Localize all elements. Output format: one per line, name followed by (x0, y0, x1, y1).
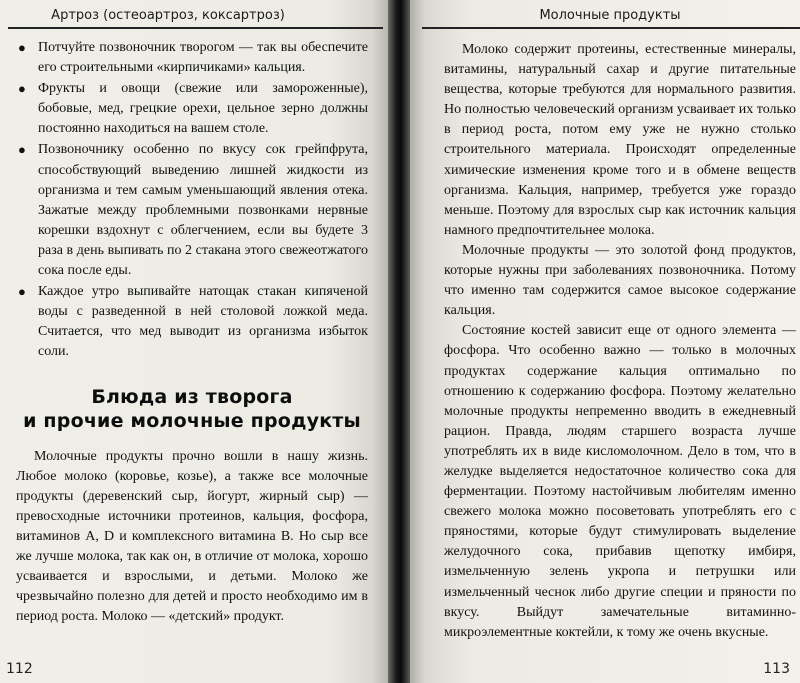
bullet-icon: ● (18, 81, 26, 97)
right-page (410, 0, 800, 683)
running-head-right: Молочные продукты (539, 8, 681, 23)
paragraph: Молочные продукты прочно вошли в нашу жизнь. Любое молоко (коровье, козье), а также все молочные продукты (деревенский сыр, йогурт, жирный сыр) — превосходные источники протеинов, кальция, фосфора, витаминов A, D и комплексного витамина B. Но сыр все же лучше молока, так как он, в отличие от молока, хорошо усваивается и взрослыми, и детьми. Молоко же чрезвычайно полезно для детей и просто необходимо им в период роста. Молоко — «детский» продукт. (16, 448, 368, 625)
header-rule (422, 27, 800, 29)
list-item (16, 282, 368, 362)
paragraph: Молоко содержит протеины, естественные минералы, витамины, натуральный сахар и другие питательные вещества, которые требуются для нормального развития. Но полностью человеческий организм усваивает их только в период роста, потом ему уже не нужно столько строительного материала. Происходят определенные химические изменения кроме того и в обмене веществ организма. Кальция, например, требуется уже гораздо меньше. Поэтому для взрослых сыр как источник кальция намного предпочтительнее молока. (444, 42, 796, 238)
bullet-list (16, 38, 368, 363)
section-heading (16, 385, 368, 433)
page-number-right: 113 (763, 661, 790, 677)
bullet-text: Фрукты и овощи (свежие или замороженные), бобовые, мед, грецкие орехи, цельное зерно должны постоянно находиться на вашем столе. (38, 81, 368, 137)
paragraph: Состояние костей зависит еще от одного элемента — фосфора. Что особенно важно — только в молочных продуктах содержание кальция оптимально по отношению к содержанию фосфора. Поэтому желательно молочные продукты непременно вводить в ежедневный рацион. Правда, людям старшего возраста лучше употреблять их в виде кисломолочном. Дело в том, что в желудке выделяется недостаточное количество сока для ферментации. Поэтому настойчивым любителям именно свежего молока можно посоветовать употреблять его с пряностями, которые будут стимулировать выделение желудочного сока, прибавив щепотку имбиря, измельченную зелень укропа и петрушки или измельченный чеснок либо другие специи и пряности по вкусу. Выйдут замечательные витаминно-микроэлементные коктейли, к тому же очень вкусные. (444, 323, 796, 640)
paragraph: Молочные продукты — это золотой фонд продуктов, которые нужны при заболеваниях позвоночника. Потому что именно там содержится самое высокое содержание кальция. (444, 242, 796, 319)
bullet-icon: ● (18, 142, 26, 158)
bullet-text: Каждое утро выпивайте натощак стакан кипяченой воды с разведенной в ней столовой ложкой меда. Считается, что мед выводит из организма избыток соли. (38, 284, 368, 360)
bullet-icon: ● (18, 284, 26, 300)
right-page-body (444, 40, 796, 643)
section-heading-line-2: и прочие молочные продукты (23, 409, 361, 432)
running-head-left: Артроз (остеоартроз, коксартроз) (51, 8, 285, 23)
list-item (16, 38, 368, 78)
list-item (16, 79, 368, 139)
section-heading-line-1: Блюда из творога (91, 385, 293, 408)
bullet-text: Позвоночнику особенно по вкусу сок грейпфрута, способствующий выведению лишней жидкости из организма и тем самым уменьшающий явления отека. Зажатые между проблемными позвонками нервные корешки вздохнут с облегчением, если вы будете 3 раза в день выпивать по 2 стакана этого свежеотжатого сока после еды. (38, 142, 368, 279)
page-number-left: 112 (6, 661, 33, 677)
bullet-icon: ● (18, 40, 26, 55)
book-gutter (388, 0, 410, 683)
left-page-body (16, 38, 368, 627)
header-rule (8, 27, 383, 29)
bullet-text: Потчуйте позвоночник творогом — так вы обеспечите его строительными «кирпичиками» кальция. (38, 40, 368, 76)
left-page (0, 0, 388, 683)
list-item (16, 140, 368, 281)
